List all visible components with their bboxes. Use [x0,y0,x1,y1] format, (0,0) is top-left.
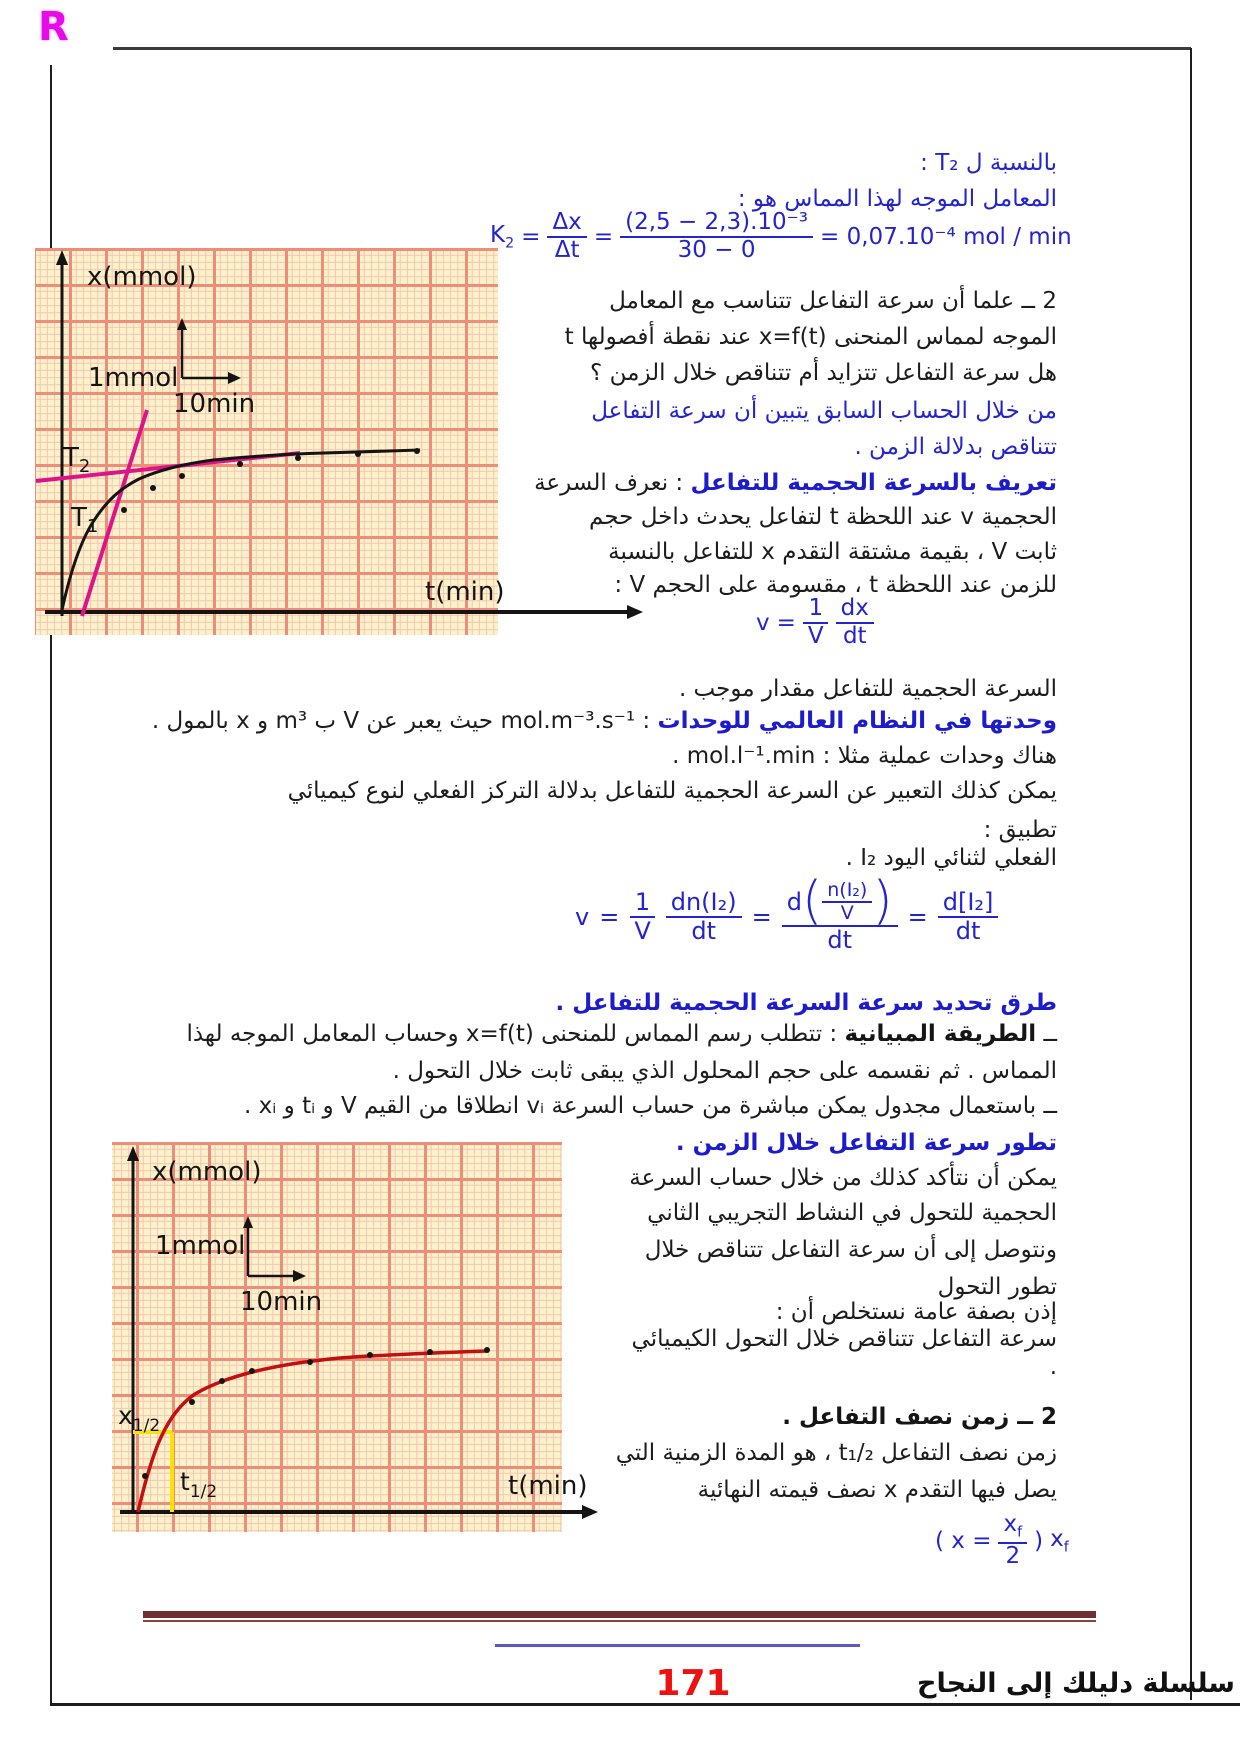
text-line: . [1049,1354,1057,1380]
x-axis-arrow-icon [627,605,643,619]
graphical-method-bold: الطريقة المبيانية [844,1021,1037,1047]
text-line: سرعة التفاعل تتناقص خلال التحول الكيميائي [631,1326,1057,1352]
scale-x-label: 10min [173,389,256,419]
tangent-t2-label: $T_2$ [63,443,91,477]
text-line: المماس . ثم نقسمه على حجم المحلول الذي يبقى ثابت خلال التحول . [392,1058,1057,1084]
text-line: من خلال الحساب السابق يتبين أن سرعة التفاعل [591,398,1057,424]
text-line: يصل فيها التقدم x نصف قيمته النهائية [697,1477,1057,1503]
x-axis-arrow-icon [582,1505,598,1519]
dash: ــ [1036,1021,1057,1047]
text-line: هناك وحدات عملية مثلا : mol.l⁻¹.min . [672,743,1057,769]
text-line: إذن بصفة عامة نستخلص أن : [775,1299,1057,1325]
right-border [1190,48,1192,1700]
footer-rule-thin [143,1620,1096,1622]
formula-k2: $K_2$ = $\frac{\Delta x}{\Delta t}$ = $\frac{\text{(2,5 − 2,3).10⁻³}}{30 - 0}$ = 0,07.10⁻⁴ mol / min [490,209,1072,263]
formula-xhalf: ( x = $\frac{x_f}{2}$ ) $x_f$ [935,1511,1069,1569]
text-line: ــ باستعمال مجدول يمكن مباشرة من حساب السرعة vᵢ انطلاقا من القيم V و tᵢ و xᵢ . [243,1093,1057,1119]
heading-rest: : mol.m⁻³.s⁻¹ حيث يعبر عن V ب m³ و x بالمول . [151,708,658,734]
graph-progress-with-halftime [100,1142,660,1542]
fraction: $\frac{\text{(2,5 − 2,3).10⁻³}}{30 - 0}$ [620,210,813,264]
fraction: $\frac{\text{dn(I₂)}}{dt}$ [666,889,742,945]
inner-fraction: $\frac{\text{n(I₂)}}{V}$ [822,880,872,925]
series-title: سلسلة دليلك إلى النجاح [916,1668,1235,1699]
text-line: 2 ــ علما أن سرعة التفاعل تتناسب مع المعامل [609,288,1057,314]
thalf-label: $t_{1/2}$ [180,1467,218,1502]
text-rest: : تتطلب رسم المماس للمنحنى x=f(t) وحساب المعامل الموجه لهذا [186,1021,845,1047]
xf-symbol: $x_f$ [1050,1525,1069,1556]
section-heading-half-reaction-time: 2 ــ زمن نصف التفاعل . [782,1404,1057,1430]
close-paren: ) [872,871,893,932]
text-line: تطبيق : [983,817,1057,843]
xhalf-label: $x_{1/2}$ [118,1401,161,1436]
text-line: الموجه لمماس المنحنى x=f(t) عند نقطة أفصولها t [564,324,1057,350]
section-heading-units [152,706,1057,736]
text-line: يمكن كذلك التعبير عن السرعة الحجمية للتفاعل بدلالة التركز الفعلي لنوع كيميائي [287,778,1057,804]
section-heading-methods: طرق تحديد سرعة السرعة الحجمية للتفاعل . [555,990,1057,1016]
y-axis-label: x(mmol) [152,1157,262,1187]
text-line [186,1019,1057,1049]
open-paren: ( [801,871,823,932]
text-line: تتناقص بدلالة الزمن . [854,434,1057,460]
x-axis-label: t(min) [508,1471,588,1501]
heading-bold: تعريف بالسرعة الحجمية للتفاعل [690,470,1057,496]
heading-rest: : نعرف السرعة [534,470,691,496]
text-line: زمن نصف التفاعل t₁/₂ ، هو المدة الزمنية التي [615,1440,1057,1466]
graph-progress-with-tangents [33,248,663,640]
formula-v-definition: v = $\frac{1}{V}$ $\frac{dx}{dt}$ [756,596,874,650]
fraction: $\frac{1}{V}$ [803,596,829,650]
section-heading-rate-evolution: تطور سرعة التفاعل خلال الزمن . [675,1130,1057,1156]
text-line: ثابت V ، بقيمة مشتقة التقدم x للتفاعل بالنسبة [608,539,1057,565]
y-axis-label: x(mmol) [87,262,197,292]
scale-x-label: 10min [240,1287,323,1317]
tangent-t1-label: $T_1$ [71,503,99,537]
text-line: الحجمية للتحول في النشاط التجريبي الثاني [647,1200,1057,1226]
fraction: $\frac{\text{d[I₂]}}{dt}$ [938,889,999,945]
footer-blue-line [495,1644,860,1647]
top-rule [113,47,1191,50]
text-line: يمكن أن نتأكد كذلك من خلال حساب السرعة [629,1165,1057,1191]
fraction: $\frac{\Delta x}{\Delta t}$ [547,210,586,264]
logo-r: R [38,4,69,50]
fraction: $\frac{dx}{dt}$ [836,596,874,650]
footer-rule-thick [143,1611,1096,1618]
formula-lhs: $K_2$ [490,221,515,252]
bottom-border [50,1703,1240,1706]
fraction: $\frac{1}{V}$ [629,889,655,945]
text-line: ونتوصل إلى أن سرعة التفاعل تتناقص خلال [644,1237,1057,1263]
scale-y-label: 1mmol [155,1231,246,1261]
fraction: $\frac{x_f}{2}$ [998,1512,1027,1569]
page-number: 171 [655,1663,731,1704]
text-line: المعامل الموجه لهذا المماس هو : [737,186,1057,212]
text-line: هل سرعة التفاعل تتزايد أم تتناقص خلال الزمن ؟ [590,360,1057,386]
heading-bold: وحدتها في النظام العالمي للوحدات [657,708,1057,734]
text-line: بالنسبة ل T₂ : [920,150,1057,176]
text-line: للزمن عند اللحظة t ، مقسومة على الحجم V : [614,572,1057,598]
text-line: السرعة الحجمية للتفاعل مقدار موجب . [678,676,1057,702]
fraction-tall: d ( $\frac{\text{n(I₂)}}{V}$ ) dt [782,880,898,953]
text-line: تطور التحول [937,1274,1057,1300]
formula-v-iodine: v = $\frac{1}{V}$ $\frac{\text{dn(I₂)}}{dt}$ = d ( $\frac{\text{n(I₂)}}{V}$ ) dt = $\frac{\text{d[I₂]}}{dt}$ [575,880,998,953]
scale-y-label: 1mmol [88,363,179,393]
text-line: الفعلي لثنائي اليود I₂ . [845,845,1057,871]
x-axis-label: t(min) [425,577,505,607]
text-line: الحجمية v عند اللحظة t لتفاعل يحدث داخل حجم [589,504,1057,530]
